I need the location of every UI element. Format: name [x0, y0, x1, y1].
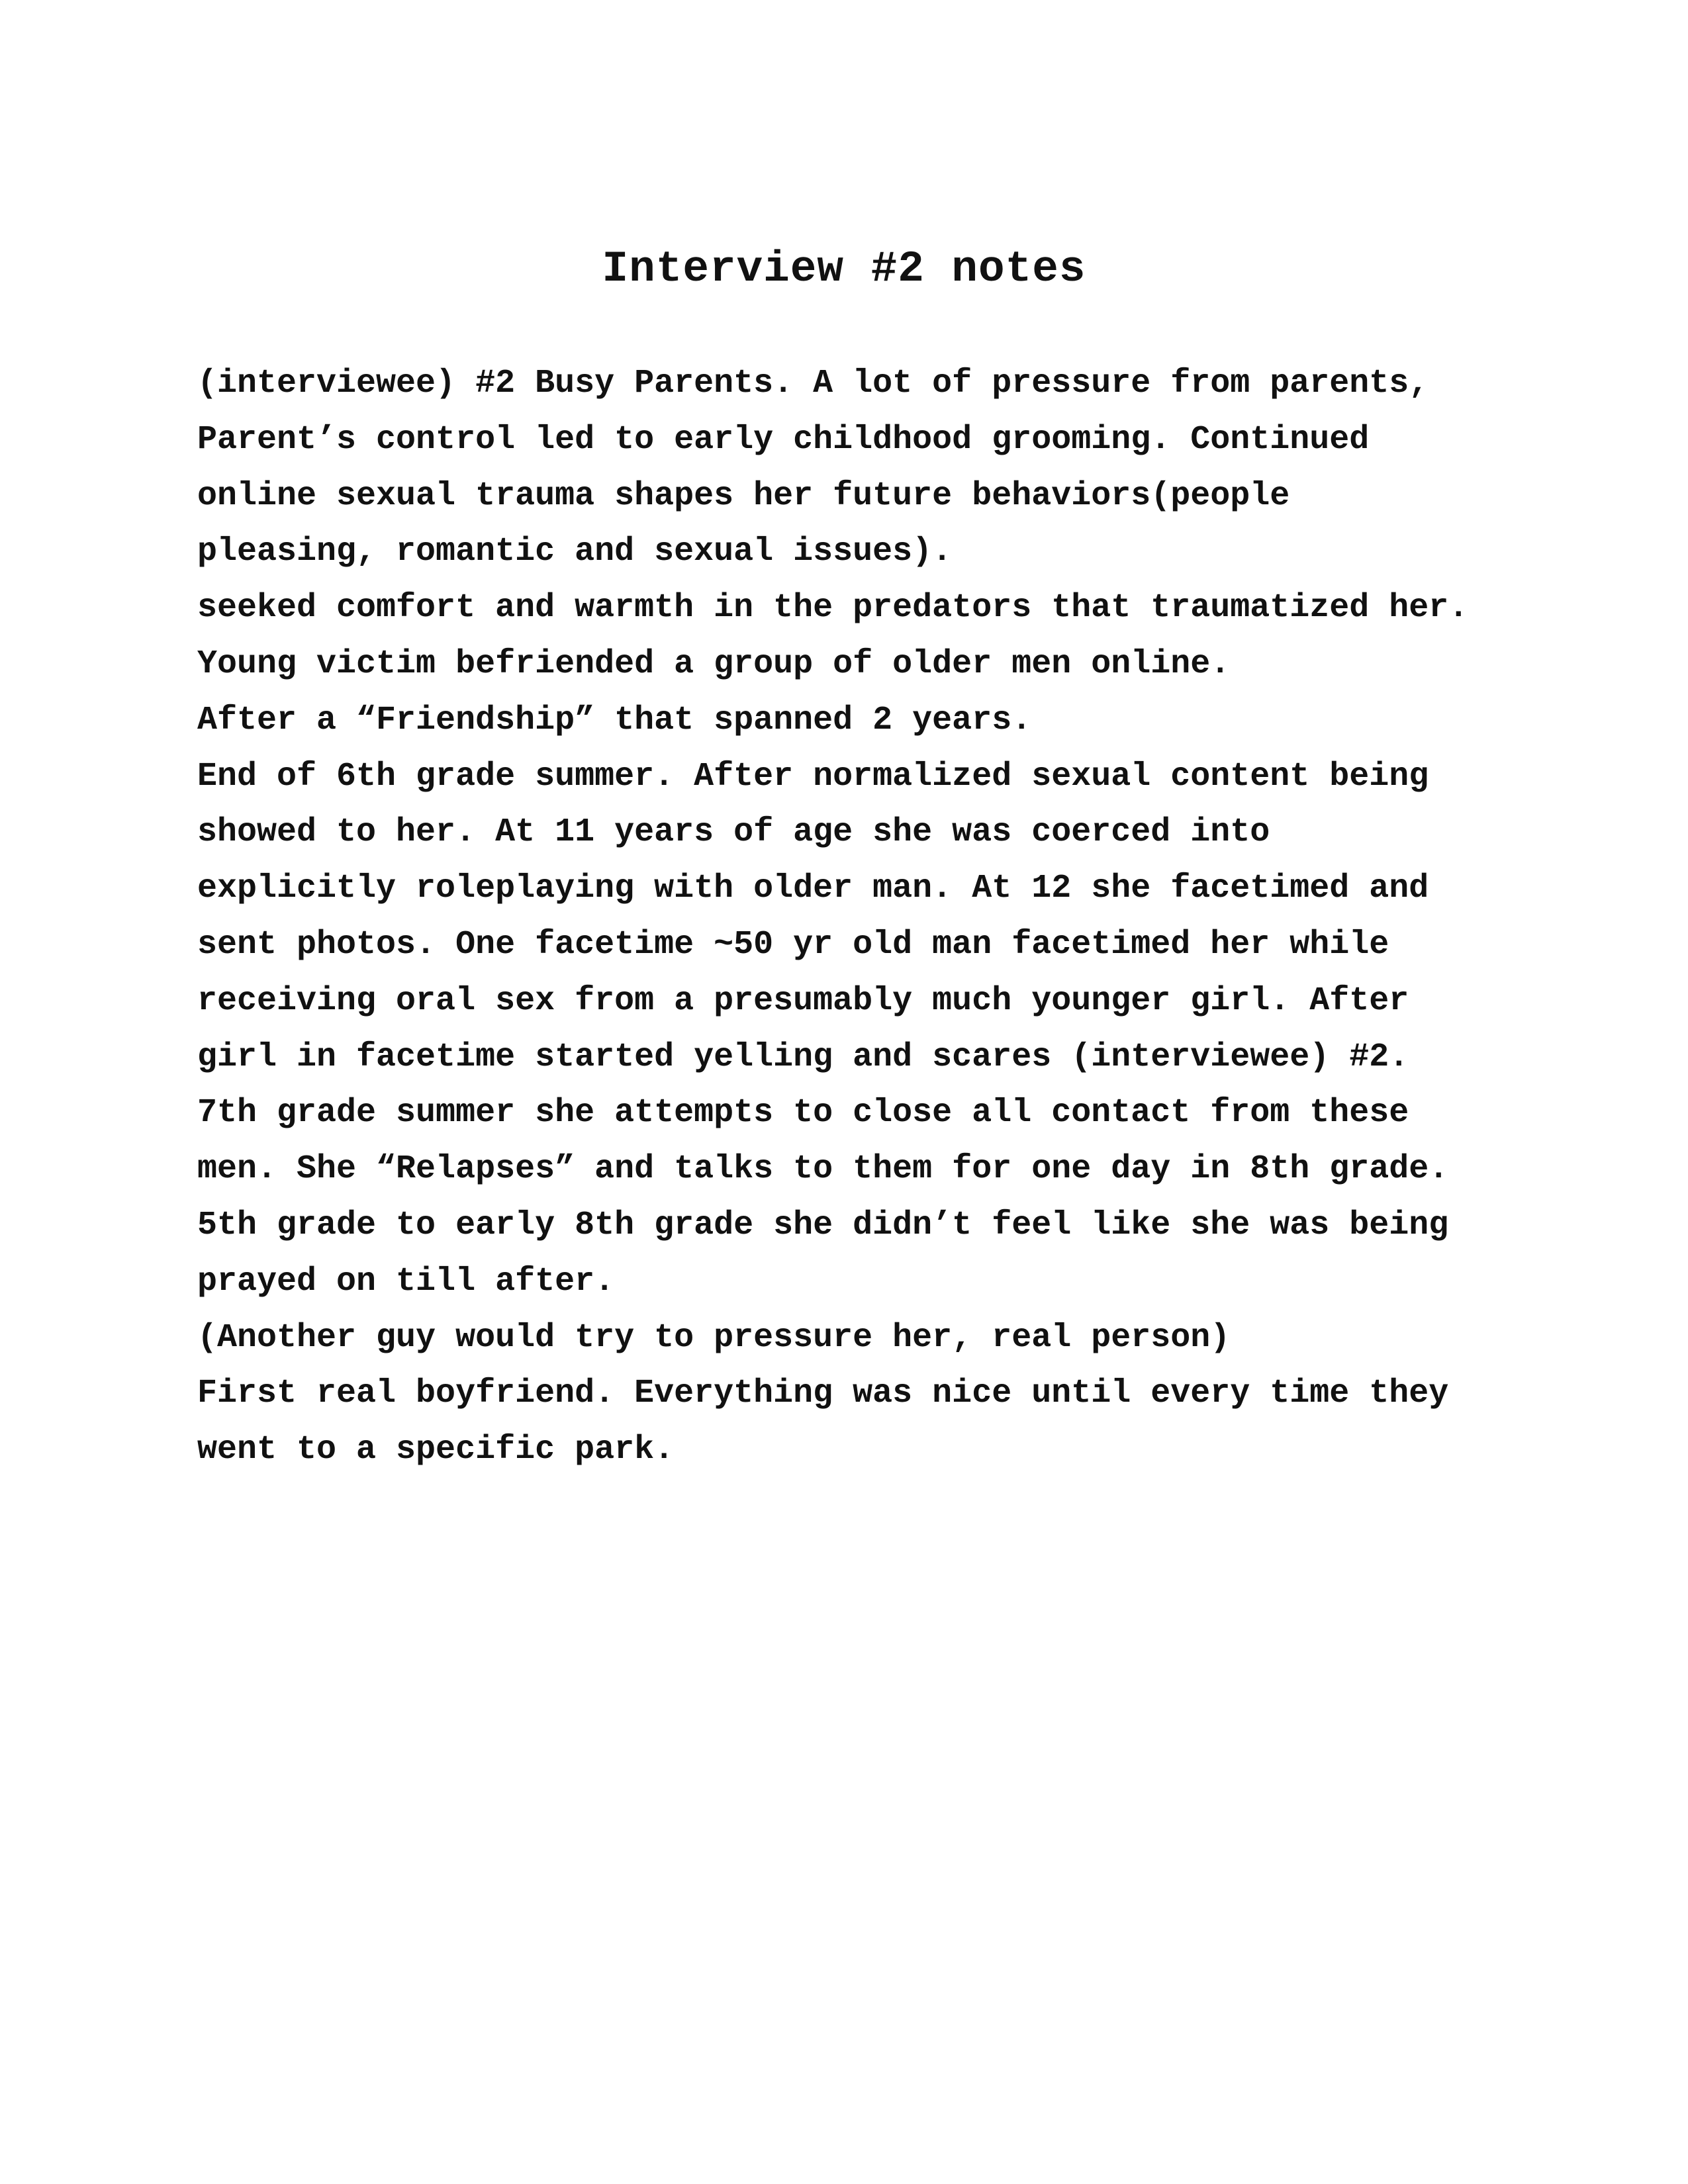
notes-line: (Another guy would try to pressure her, real person): [197, 1318, 1231, 1357]
notes-line: After a “Friendship” that spanned 2 years.: [197, 701, 1032, 739]
notes-line: girl in facetime started yelling and scares (interviewee) #2.: [197, 1038, 1409, 1076]
notes-line: (interviewee) #2 Busy Parents. A lot of pressure from parents,: [197, 365, 1429, 402]
notes-line: men. She “Relapses” and talks to them for one day in 8th grade.: [197, 1150, 1449, 1189]
notes-line: First real boyfriend. Everything was nice until every time they: [197, 1375, 1449, 1413]
notes-line: End of 6th grade summer. After normalized sexual content being: [197, 757, 1429, 796]
notes-line: online sexual trauma shapes her future behaviors(people: [197, 477, 1290, 515]
notes-line: seeked comfort and warmth in the predators that traumatized her.: [197, 589, 1469, 627]
notes-line: sent photos. One facetime ~50 yr old man facetimed her while: [197, 925, 1389, 964]
notes-line: 5th grade to early 8th grade she didn’t feel like she was being: [197, 1206, 1449, 1244]
notes-body: [197, 356, 1521, 1479]
notes-line: went to a specific park.: [197, 1431, 675, 1469]
notes-line: Parent’s control led to early childhood grooming. Continued: [197, 420, 1370, 459]
notes-line: 7th grade summer she attempts to close all contact from these: [197, 1094, 1409, 1132]
notes-line: showed to her. At 11 years of age she was coerced into: [197, 813, 1270, 852]
notes-line: explicitly roleplaying with older man. At 12 she facetimed and: [197, 870, 1429, 908]
notes-line: prayed on till after.: [197, 1262, 615, 1300]
notes-line: pleasing, romantic and sexual issues).: [197, 533, 953, 571]
notes-line: receiving oral sex from a presumably much younger girl. After: [197, 981, 1409, 1020]
document-title: Interview #2 notes: [602, 244, 1086, 294]
notes-line: Young victim befriended a group of older men online.: [197, 645, 1231, 683]
